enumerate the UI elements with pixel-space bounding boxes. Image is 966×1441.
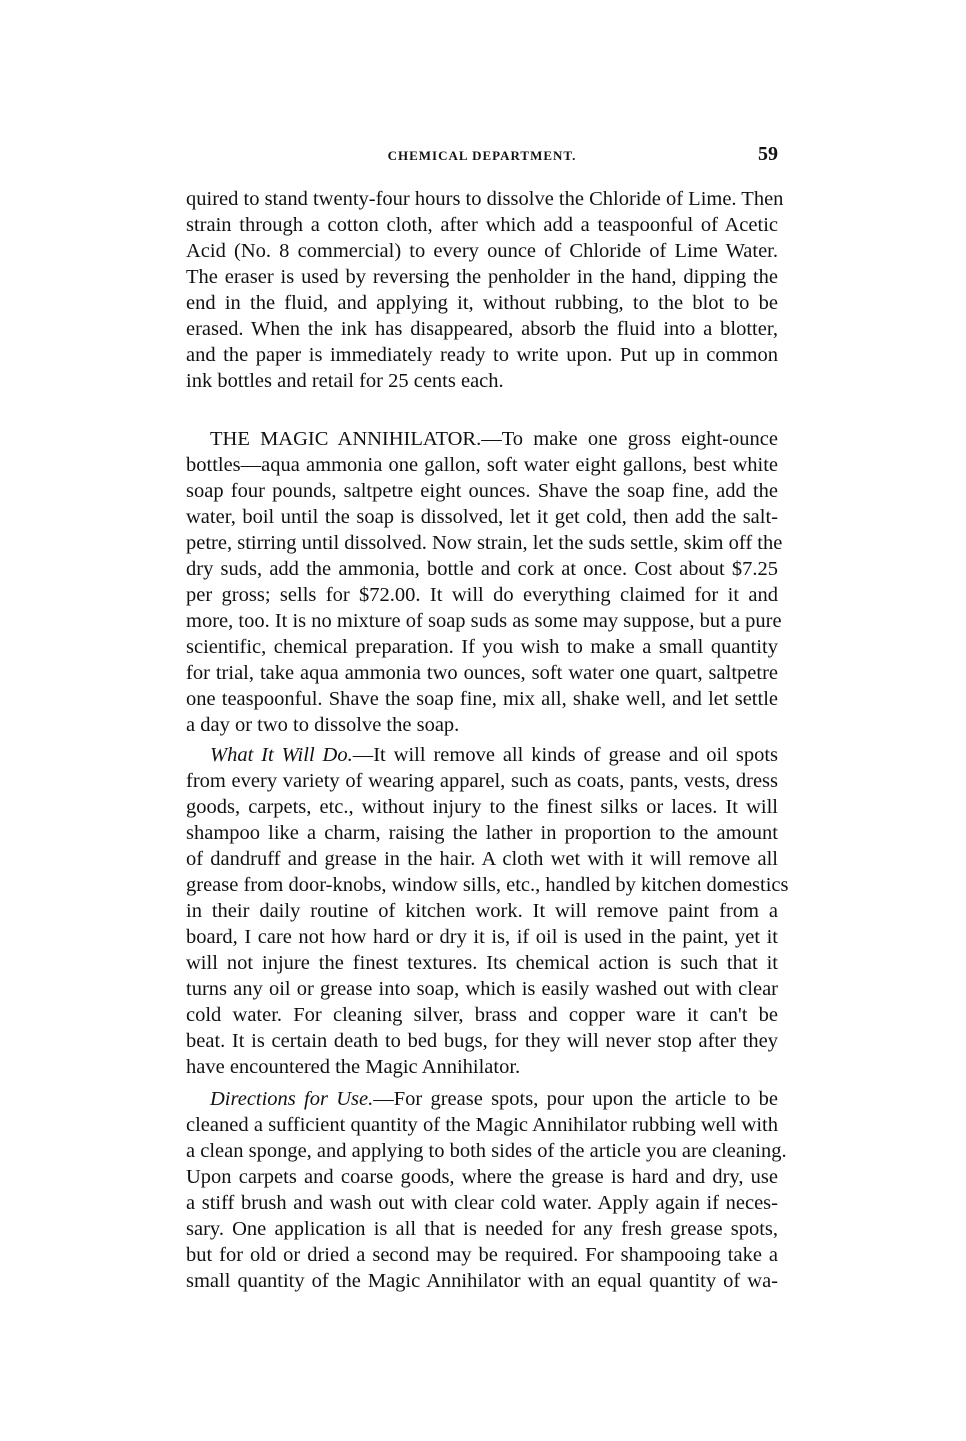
text-line — [186, 820, 778, 846]
text-line — [186, 1112, 778, 1138]
line-text: a day or two to dissolve the soap. — [186, 714, 460, 736]
text-line — [186, 452, 778, 478]
line-text: Acid (No. 8 commercial) to every ounce of Chloride of Lime Water. — [186, 240, 778, 262]
line-text: a stiff brush and wash out with clear cold water. Apply again if neces- — [186, 1192, 778, 1214]
line-text: —It will remove all kinds of grease and oil spots — [352, 744, 778, 766]
text-line — [186, 742, 778, 768]
text-line — [186, 768, 778, 794]
line-text: petre, stirring until dissolved. Now strain, let the suds settle, skim off the — [186, 532, 783, 554]
text-line — [186, 290, 778, 316]
line-text: bottles—aqua ammonia one gallon, soft water eight gallons, best white — [186, 454, 778, 476]
line-text: water, boil until the soap is dissolved, let it get cold, then add the salt- — [186, 506, 778, 528]
text-line — [186, 556, 778, 582]
text-line — [186, 1190, 778, 1216]
line-text: cold water. For cleaning silver, brass and copper ware it can't be — [186, 1004, 778, 1026]
line-text: erased. When the ink has disappeared, absorb the fluid into a blotter, — [186, 318, 778, 340]
text-line — [186, 264, 778, 290]
text-line — [186, 1268, 778, 1294]
text-line — [186, 1028, 778, 1054]
text-line — [186, 186, 784, 212]
text-line — [186, 368, 778, 394]
line-text: from every variety of wearing apparel, such as coats, pants, vests, dress — [186, 770, 778, 792]
line-text: one teaspoonful. Shave the soap fine, mix all, shake well, and let settle — [186, 688, 778, 710]
text-line — [186, 316, 778, 342]
text-line — [186, 846, 778, 872]
text-line — [186, 712, 778, 738]
text-line — [186, 898, 778, 924]
line-text: goods, carpets, etc., without injury to the finest silks or laces. It will — [186, 796, 778, 818]
text-line — [186, 582, 778, 608]
line-text: turns any oil or grease into soap, which is easily washed out with clear — [186, 978, 778, 1000]
line-text: soap four pounds, saltpetre eight ounces. Shave the soap fine, add the — [186, 480, 778, 502]
line-text: will not injure the finest textures. Its chemical action is such that it — [186, 952, 778, 974]
line-text: ink bottles and retail for 25 cents each. — [186, 370, 504, 392]
text-line — [186, 976, 778, 1002]
line-text: dry suds, add the ammonia, bottle and cork at once. Cost about $7.25 — [186, 558, 778, 580]
text-line — [186, 342, 778, 368]
line-text: —For grease spots, pour upon the article to be — [373, 1088, 779, 1110]
line-text: end in the fluid, and applying it, without rubbing, to the blot to be — [186, 292, 778, 314]
italic-lead: What It Will Do. — [210, 744, 353, 766]
line-text: a clean sponge, and applying to both sides of the article you are cleaning. — [186, 1140, 787, 1162]
text-line — [186, 794, 778, 820]
text-line — [186, 238, 778, 264]
line-text: small quantity of the Magic Annihilator with an equal quantity of wa- — [186, 1270, 778, 1292]
page-header — [186, 144, 778, 168]
line-text: cleaned a sufficient quantity of the Magic Annihilator rubbing well with — [186, 1114, 778, 1136]
text-line — [186, 1164, 778, 1190]
line-text: grease from door-knobs, window sills, etc., handled by kitchen domestics — [186, 874, 789, 896]
line-text: more, too. It is no mixture of soap suds as some may suppose, but a pure — [186, 610, 782, 632]
text-line — [186, 212, 778, 238]
text-line — [186, 872, 789, 898]
text-line — [186, 950, 778, 976]
text-line — [186, 1054, 778, 1080]
text-line — [186, 426, 778, 452]
line-text: have encountered the Magic Annihilator. — [186, 1056, 521, 1078]
text-line — [186, 1242, 778, 1268]
paragraph-chloride-eraser — [186, 186, 784, 394]
text-line — [186, 1086, 778, 1112]
paragraph-what-it-will-do — [186, 742, 789, 1080]
text-line — [186, 504, 778, 530]
line-text: beat. It is certain death to bed bugs, for they will never stop after they — [186, 1030, 778, 1052]
text-line — [186, 634, 778, 660]
line-text: strain through a cotton cloth, after which add a teaspoonful of Acetic — [186, 214, 778, 236]
running-head: CHEMICAL DEPARTMENT. — [387, 148, 577, 163]
text-line — [186, 1002, 778, 1028]
text-line — [186, 530, 783, 556]
text-line — [186, 660, 778, 686]
paragraph-directions-for-use — [186, 1086, 787, 1294]
text-line — [186, 608, 782, 634]
line-text: Upon carpets and coarse goods, where the grease is hard and dry, use — [186, 1166, 778, 1188]
line-text: board, I care not how hard or dry it is, if oil is used in the paint, yet it — [186, 926, 778, 948]
line-text: scientific, chemical preparation. If you wish to make a small quantity — [186, 636, 778, 658]
line-text: but for old or dried a second may be required. For shampooing take a — [186, 1244, 778, 1266]
line-text: The eraser is used by reversing the penholder in the hand, dipping the — [186, 266, 778, 288]
text-line — [186, 686, 778, 712]
page-number: 59 — [758, 143, 778, 165]
text-line — [186, 1138, 787, 1164]
text-line — [186, 478, 778, 504]
line-text: for trial, take aqua ammonia two ounces, soft water one quart, saltpetre — [186, 662, 778, 684]
line-text: per gross; sells for $72.00. It will do everything claimed for it and — [186, 584, 778, 606]
paragraph-magic-annihilator — [186, 426, 783, 738]
line-text: and the paper is immediately ready to write upon. Put up in common — [186, 344, 778, 366]
text-line — [186, 1216, 778, 1242]
line-text: in their daily routine of kitchen work. It will remove paint from a — [186, 900, 778, 922]
italic-lead: Directions for Use. — [210, 1088, 374, 1110]
line-text: THE MAGIC ANNIHILATOR.—To make one gross eight-ounce — [210, 428, 778, 450]
line-text: shampoo like a charm, raising the lather in proportion to the amount — [186, 822, 778, 844]
line-text: of dandruff and grease in the hair. A cloth wet with it will remove all — [186, 848, 778, 870]
text-line — [186, 924, 778, 950]
line-text: quired to stand twenty-four hours to dissolve the Chloride of Lime. Then — [186, 188, 784, 210]
line-text: sary. One application is all that is needed for any fresh grease spots, — [186, 1218, 778, 1240]
